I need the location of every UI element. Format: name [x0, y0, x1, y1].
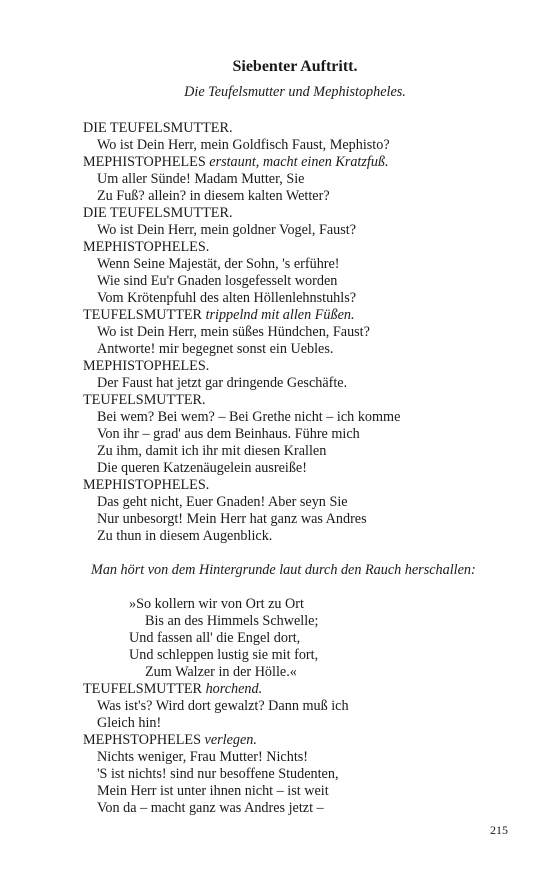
stage-direction: [83, 562, 533, 579]
line-text: Was ist's? Wird dort gewalzt? Dann muß ich: [97, 698, 349, 714]
line-text: Und fassen all' die Engel dort,: [129, 630, 301, 646]
line-text: Wo ist Dein Herr, mein Goldfisch Faust, Mephisto?: [97, 137, 390, 153]
speaker-line: [83, 154, 533, 171]
verse-line: [83, 290, 533, 307]
line-text: Von da – macht ganz was Andres jetzt –: [97, 800, 324, 816]
verse-line: [83, 528, 533, 545]
line-text: Bei wem? Bei wem? – Bei Grethe nicht – ich komme: [97, 409, 401, 425]
speaker-name: MEPHISTOPHELES.: [83, 239, 210, 255]
stage-direction-inline: verlegen.: [204, 732, 257, 748]
speaker-name: MEPHSTOPHELES: [83, 732, 201, 748]
speaker-line: [83, 392, 533, 409]
verse-line: [83, 341, 533, 358]
song-line: [83, 647, 533, 664]
verse-line: [83, 256, 533, 273]
speaker-name: MEPHISTOPHELES: [83, 154, 206, 170]
verse-line: [83, 324, 533, 341]
verse-line: [83, 273, 533, 290]
line-text: Wenn Seine Majestät, der Sohn, 's erführe!: [97, 256, 340, 272]
speaker-line: [83, 307, 533, 324]
scene-title: Siebenter Auftritt.: [232, 58, 358, 75]
line-text: Mein Herr ist unter ihnen nicht – ist weit: [97, 783, 329, 799]
verse-line: [83, 494, 533, 511]
speaker-line: [83, 732, 533, 749]
line-text: Wie sind Eu'r Gnaden losgefesselt worden: [97, 273, 338, 289]
speaker-name: DIE TEUFELSMUTTER.: [83, 205, 233, 221]
speaker-name: MEPHISTOPHELES.: [83, 477, 210, 493]
line-text: Gleich hin!: [97, 715, 162, 731]
verse-line: [83, 409, 533, 426]
song-line-indented: [83, 613, 533, 630]
verse-line: [83, 715, 533, 732]
line-text: Um aller Sünde! Madam Mutter, Sie: [97, 171, 305, 187]
line-text: Wo ist Dein Herr, mein goldner Vogel, Faust?: [97, 222, 357, 238]
song-line: [83, 596, 533, 613]
blank-line: [83, 579, 533, 596]
line-text: Zum Walzer in der Hölle.«: [145, 664, 297, 680]
speaker-line: [83, 239, 533, 256]
verse-line: [83, 222, 533, 239]
verse-line: [83, 137, 533, 154]
line-text: »So kollern wir von Ort zu Ort: [129, 596, 304, 612]
line-text: Wo ist Dein Herr, mein süßes Hündchen, Faust?: [97, 324, 370, 340]
line-text: Und schleppen lustig sie mit fort,: [129, 647, 319, 663]
verse-line: [83, 698, 533, 715]
verse-line: [83, 511, 533, 528]
line-text: Zu Fuß? allein? in diesem kalten Wetter?: [97, 188, 330, 204]
speaker-name: TEUFELSMUTTER: [83, 681, 203, 697]
song-line-indented: [83, 664, 533, 681]
speaker-line: [83, 205, 533, 222]
line-text: Der Faust hat jetzt gar dringende Geschäfte.: [97, 375, 348, 391]
verse-line: [83, 443, 533, 460]
line-text: 'S ist nichts! sind nur besoffene Studenten,: [97, 766, 339, 782]
line-text: Man hört von dem Hintergrunde laut durch den Rauch herschallen:: [91, 562, 476, 578]
scene-subtitle: Die Teufelsmutter und Mephistopheles.: [184, 84, 406, 100]
speaker-line: [83, 477, 533, 494]
stage-direction-inline: trippelnd mit allen Füßen.: [205, 307, 355, 323]
verse-line: [83, 800, 533, 817]
speaker-name: TEUFELSMUTTER.: [83, 392, 206, 408]
verse-line: [83, 188, 533, 205]
speaker-line: [83, 358, 533, 375]
speaker-name: DIE TEUFELSMUTTER.: [83, 120, 233, 136]
line-text: Bis an des Himmels Schwelle;: [145, 613, 319, 629]
verse-line: [83, 783, 533, 800]
verse-line: [83, 171, 533, 188]
speaker-line: [83, 120, 533, 137]
line-text: Nichts weniger, Frau Mutter! Nichts!: [97, 749, 309, 765]
play-text: [83, 120, 533, 817]
line-text: Zu ihm, damit ich ihr mit diesen Krallen: [97, 443, 327, 459]
speaker-name: MEPHISTOPHELES.: [83, 358, 210, 374]
line-text: Von ihr – grad' aus dem Beinhaus. Führe mich: [97, 426, 360, 442]
song-line: [83, 630, 533, 647]
line-text: Zu thun in diesem Augenblick.: [97, 528, 273, 544]
verse-line: [83, 766, 533, 783]
blank-line: [83, 545, 533, 562]
verse-line: [83, 749, 533, 766]
verse-line: [83, 460, 533, 477]
speaker-line: [83, 681, 533, 698]
line-text: Vom Krötenpfuhl des alten Höllenlehnstuhls?: [97, 290, 357, 306]
page-number: 215: [490, 823, 508, 837]
line-text: Das geht nicht, Euer Gnaden! Aber seyn Sie: [97, 494, 348, 510]
stage-direction-inline: horchend.: [205, 681, 263, 697]
speaker-name: TEUFELSMUTTER: [83, 307, 203, 323]
stage-direction-inline: erstaunt, macht einen Kratzfuß.: [209, 154, 389, 170]
line-text: Antworte! mir begegnet sonst ein Uebles.: [97, 341, 334, 357]
verse-line: [83, 426, 533, 443]
line-text: Nur unbesorgt! Mein Herr hat ganz was Andres: [97, 511, 367, 527]
verse-line: [83, 375, 533, 392]
line-text: Die queren Katzenäugelein ausreiße!: [97, 460, 307, 476]
